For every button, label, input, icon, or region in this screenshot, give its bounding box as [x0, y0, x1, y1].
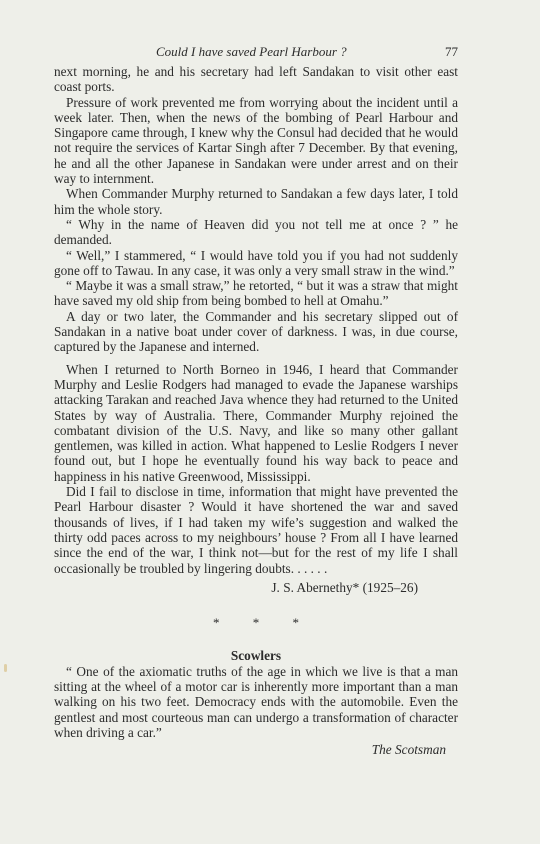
page-number: 77: [445, 44, 458, 59]
quote-source: The Scotsman: [371, 742, 446, 758]
article-body: [54, 64, 458, 757]
section-separator: * * *: [213, 615, 299, 631]
paragraph: “ Maybe it was a small straw,” he retorted, “ but it was a straw that might have saved my old ship from being bombed to hell at Omahu.”: [54, 278, 458, 309]
author-signature: J. S. Abernethy* (1925–26): [271, 579, 418, 595]
paragraph: When I returned to North Borneo in 1946, I heard that Commander Murphy and Leslie Rodgers had managed to evade the Japanese warships attacking Tarakan and reached Java whence they had returned to the United States by way of Australia. There, Commander Murphy rejoined the combatant division of the U.S. Navy, and like so many other gallant gentlemen, was killed in action. What happened to Leslie Rodgers I never found out, but I hope he eventually found his way back to peace and happiness in his native Greenwood, Mississippi.: [54, 361, 458, 484]
running-title: Could I have saved Pearl Harbour ?: [156, 44, 347, 59]
paragraph: A day or two later, the Commander and his secretary slipped out of Sandakan in a native boat under cover of darkness. I was, in due course, captured by the Japanese and interned.: [54, 308, 458, 355]
paragraph: next morning, he and his secretary had left Sandakan to visit other east coast ports.: [54, 64, 458, 95]
paragraph: Did I fail to disclose in time, information that might have prevented the Pearl Harbour disaster ? Would it have shortened the war and saved thousands of lives, if I had taken my wife’s suggestion and walked the thirty odd paces across to my neighbours’ house ? From all I have learned since the end of the war, I think not—but for the rest of my life I shall occasionally be troubled by lingering doubts. . . . . .: [54, 484, 458, 576]
section-title: Scowlers: [230, 648, 282, 664]
paragraph: When Commander Murphy returned to Sandakan a few days later, I told him the whole story.: [54, 186, 458, 217]
page-header: [56, 44, 458, 62]
paragraph: Pressure of work prevented me from worrying about the incident until a week later. Then, when the news of the bombing of Pearl Harbour and Singapore came through, I knew why the Consul had decided that he would not require the services of Kartar Singh after 7 December. By that evening, he and all the other Japanese in Sandakan were under arrest and on their way to internment.: [54, 94, 458, 187]
paper-mark: [4, 664, 7, 672]
paragraph: “ Why in the name of Heaven did you not tell me at once ? ” he demanded.: [54, 216, 458, 248]
quote-paragraph: “ One of the axiomatic truths of the age in which we live is that a man sitting at the wheel of a motor car is inherently more important than a man walking on his two feet. Democracy ends with the automobile. Even the gentlest and most courteous man can undergo a transformation of character when driving a car.”: [54, 663, 458, 740]
paragraph: “ Well,” I stammered, “ I would have told you if you had not suddenly gone off to Tawau. In any case, it was only a very small straw in the wind.”: [54, 247, 458, 278]
